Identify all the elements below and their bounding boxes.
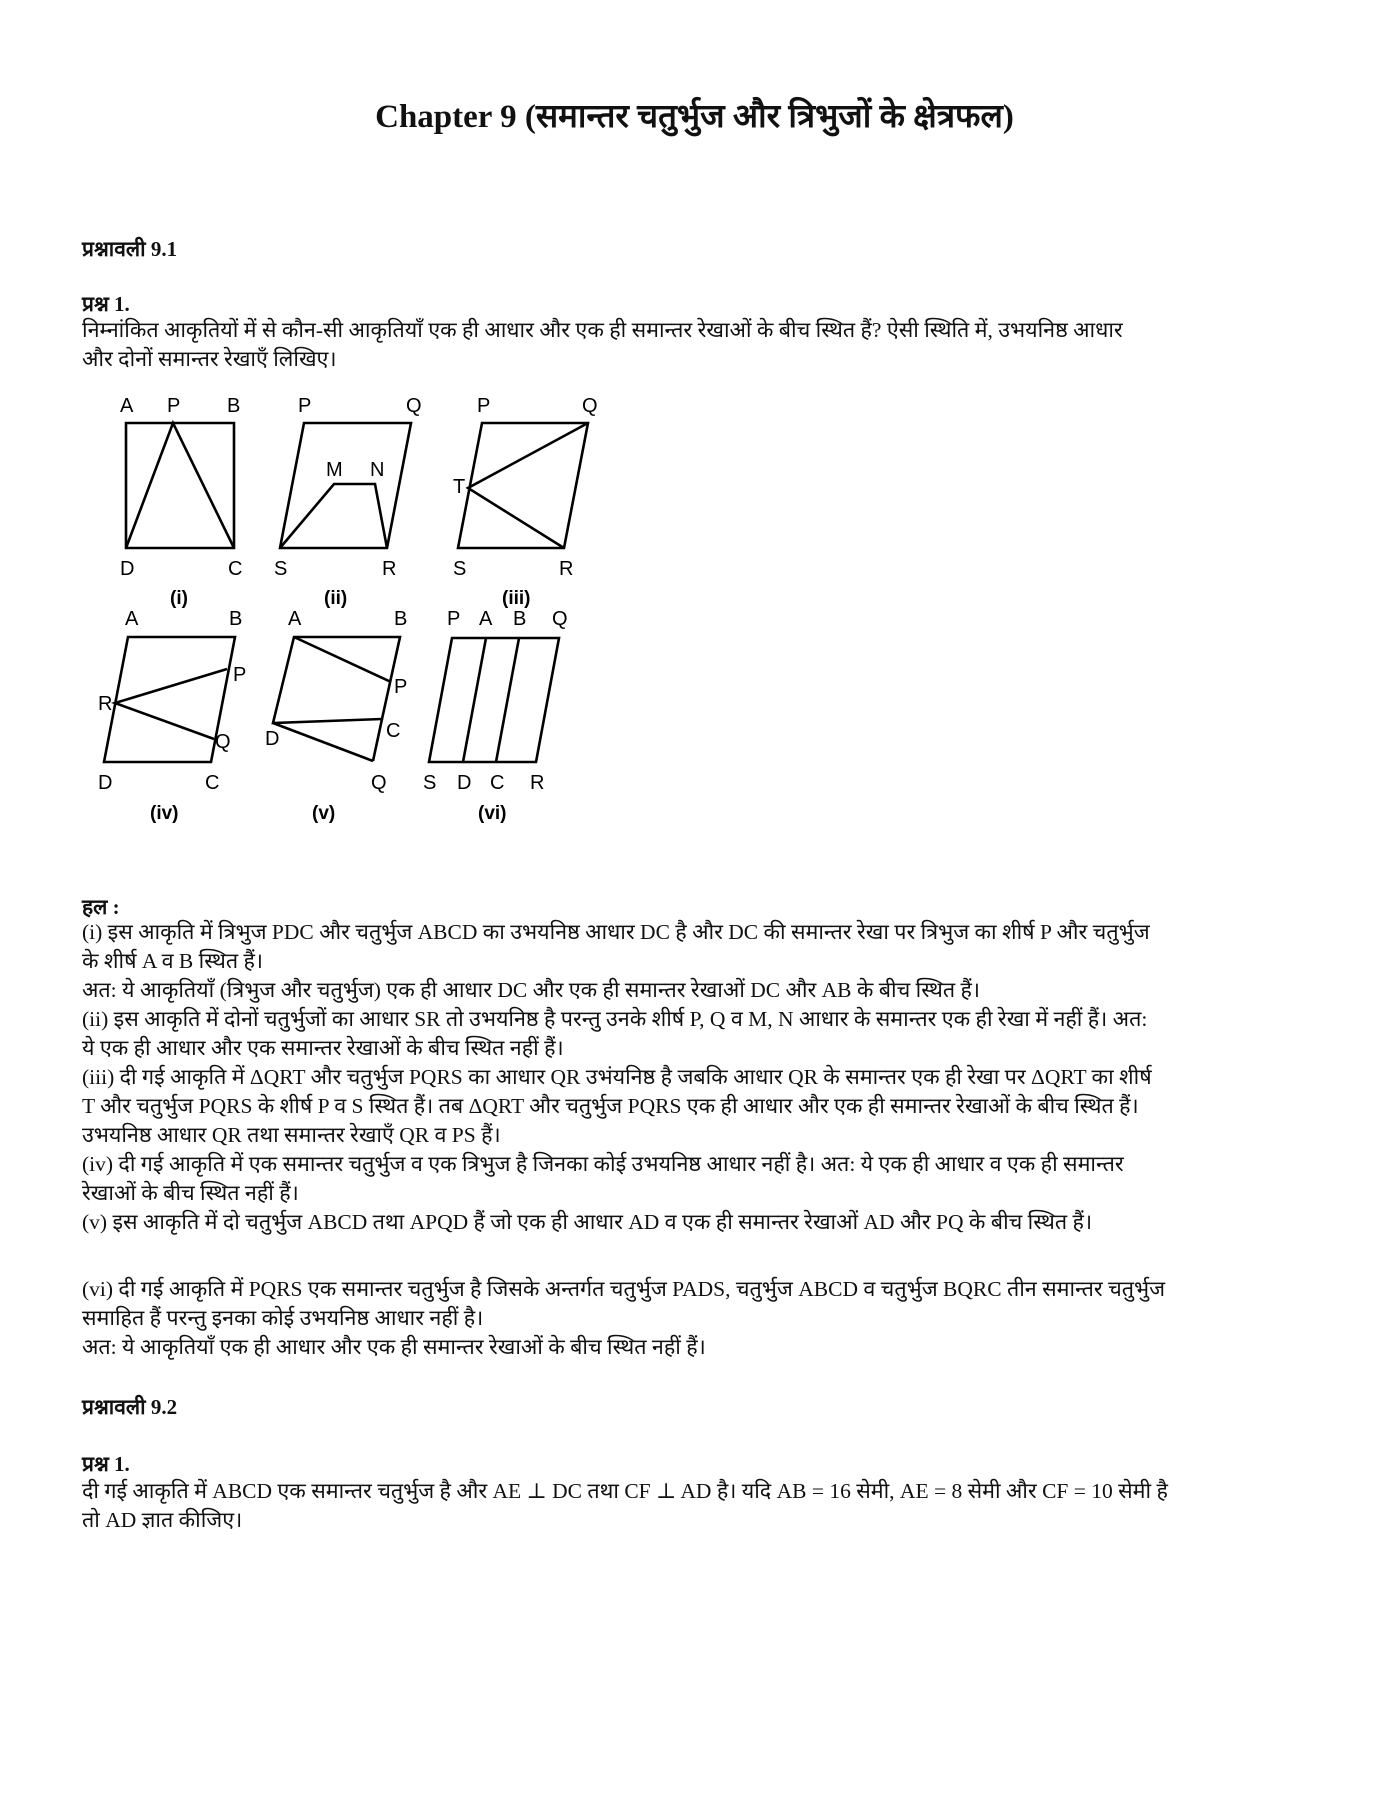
vertex-label: B	[227, 395, 241, 417]
vertex-label: P	[233, 664, 247, 686]
figure-v	[265, 608, 407, 824]
vertex-label: R	[98, 693, 113, 715]
vertex-label: R	[559, 558, 574, 580]
figure-vi	[423, 608, 568, 824]
vertex-label: D	[98, 772, 113, 794]
solution-line: (iii) दी गई आकृति में ΔQRT और चतुर्भुज PQRS का आधार QR उभंयनिष्ठ है जबकि आधार QR के समान्तर एक ही रेखा पर ΔQRT का शीर्ष	[82, 1065, 1152, 1089]
vertex-label: D	[457, 772, 472, 794]
solution-line: अत: ये आकृतियाँ एक ही आधार और एक ही समान्तर रेखाओं के बीच स्थित नहीं हैं।	[82, 1335, 706, 1359]
question-line: निम्नांकित आकृतियों में से कौन-सी आकृतियाँ एक ही आधार और एक ही समान्तर रेखाओं के बीच स्थित हैं? ऐसी स्थिति में, उभयनिष्ठ आधार	[82, 318, 1123, 342]
solution-line: रेखाओं के बीच स्थित नहीं हैं।	[82, 1181, 299, 1205]
solution-line: (iv) दी गई आकृति में एक समान्तर चतुर्भुज व एक त्रिभुज है जिनका कोई उभयनिष्ठ आधार नहीं है। अत: ये एक ही आधार व एक ही समान्तर	[82, 1152, 1124, 1176]
segment-ap	[294, 637, 391, 682]
vertex-label: S	[423, 772, 437, 794]
vertex-label: C	[205, 772, 220, 794]
figure-ii	[274, 395, 422, 609]
figures-svg	[90, 385, 940, 835]
segment-ad	[463, 638, 486, 762]
vertex-label: Q	[406, 395, 422, 417]
vertex-label: B	[513, 608, 527, 630]
solution-line: T और चतुर्भुज PQRS के शीर्ष P व S स्थित हैं। तब ΔQRT और चतुर्भुज PQRS एक ही आधार और एक ही समान्तर रेखाओं के बीच स्थित हैं।	[82, 1094, 1139, 1118]
solution-line: समाहित हैं परन्तु इनका कोई उभयनिष्ठ आधार नहीं है।	[82, 1306, 484, 1330]
question-9-2-text	[82, 1477, 1312, 1535]
vertex-label: C	[490, 772, 505, 794]
solution-vi-text	[82, 1275, 1312, 1362]
triangle-rpq	[115, 669, 227, 739]
vertex-label: A	[288, 608, 302, 630]
vertex-label: B	[229, 608, 243, 630]
solution-line: (v) इस आकृति में दो चतुर्भुज ABCD तथा APQD हैं जो एक ही आधार AD व एक ही समान्तर रेखाओं AD और PQ के बीच स्थित हैं।	[82, 1210, 1093, 1234]
parallelogram-pqrs	[280, 423, 411, 548]
question-line: दी गई आकृति में ABCD एक समान्तर चतुर्भुज है और AE ⊥ DC तथा CF ⊥ AD है। यदि AB = 16 सेमी, AE = 8 सेमी और CF = 10 सेमी है	[82, 1479, 1168, 1503]
figure-caption: (iii)	[502, 588, 531, 609]
question-1-text	[82, 316, 1312, 374]
parallelogram-pqrs	[458, 423, 588, 548]
segment-bc	[496, 638, 519, 762]
exercise-9-1-heading: प्रश्नावली 9.1	[82, 237, 178, 261]
rectangle-abcd	[126, 423, 234, 548]
vertex-label: Q	[552, 608, 568, 630]
vertex-label: Q	[215, 731, 231, 753]
vertex-label: Q	[371, 772, 387, 794]
solution-line: ये एक ही आधार और एक समान्तर रेखाओं के बीच स्थित नहीं हैं।	[82, 1036, 564, 1060]
vertex-label: A	[125, 608, 139, 630]
vertex-label: A	[479, 608, 493, 630]
vertex-label: P	[477, 395, 491, 417]
vertex-label: C	[228, 558, 243, 580]
figure-caption: (vi)	[478, 803, 507, 824]
quadrilateral-abcd	[273, 637, 400, 723]
vertex-label: P	[447, 608, 461, 630]
question-line: तो AD ज्ञात कीजिए।	[82, 1508, 243, 1532]
triangle-qrt	[468, 423, 588, 548]
solution-line: (i) इस आकृति में त्रिभुज PDC और चतुर्भुज ABCD का उभयनिष्ठ आधार DC है और DC की समान्तर रेखा पर त्रिभुज का शीर्ष P और चतुर्भुज	[82, 920, 1150, 944]
vertex-label: P	[298, 395, 312, 417]
vertex-label: R	[530, 772, 545, 794]
figure-iii	[453, 395, 598, 609]
vertex-label: C	[386, 720, 401, 742]
vertex-label: P	[394, 676, 408, 698]
vertex-label: D	[265, 728, 280, 750]
vertex-label: P	[167, 395, 181, 417]
figure-caption: (ii)	[324, 588, 348, 609]
vertex-label: Q	[582, 395, 598, 417]
solution-line: अत: ये आकृतियाँ (त्रिभुज और चतुर्भुज) एक ही आधार DC और एक ही समान्तर रेखाओं DC और AB के बीच स्थित हैं।	[82, 978, 981, 1002]
question-1-label-9-2: प्रश्न 1.	[82, 1452, 130, 1476]
vertex-label: B	[394, 608, 408, 630]
figure-caption: (v)	[312, 803, 336, 824]
vertex-label: T	[453, 476, 466, 498]
vertex-label: N	[370, 459, 385, 481]
trapezium-smnr	[280, 484, 387, 548]
vertex-label: D	[120, 558, 135, 580]
question-1-label: प्रश्न 1.	[82, 292, 130, 316]
figure-iv	[98, 608, 246, 824]
segment-dq	[273, 723, 373, 761]
figure-caption: (iv)	[150, 803, 179, 824]
figure-i	[120, 395, 242, 609]
vertex-label: S	[453, 558, 467, 580]
vertex-label: S	[274, 558, 288, 580]
triangle-pdc	[126, 423, 234, 548]
solution-line: (ii) इस आकृति में दोनों चतुर्भुजों का आधार SR तो उभयनिष्ठ है परन्तु उनके शीर्ष P, Q व M, N आधार के समान्तर एक ही रेखा में नहीं हैं। अत:	[82, 1007, 1148, 1031]
figure-caption: (i)	[170, 588, 188, 609]
vertex-label: R	[382, 558, 397, 580]
solution-line: उभयनिष्ठ आधार QR तथा समान्तर रेखाएँ QR व PS हैं।	[82, 1123, 501, 1147]
vertex-label: M	[326, 459, 343, 481]
question-line: और दोनों समान्तर रेखाएँ लिखिए।	[82, 347, 337, 371]
solution-line: के शीर्ष A व B स्थित हैं।	[82, 949, 264, 973]
figures-panel	[90, 385, 940, 835]
solution-text	[82, 918, 1312, 1237]
solution-line: (vi) दी गई आकृति में PQRS एक समान्तर चतुर्भुज है जिसके अन्तर्गत चतुर्भुज PADS, चतुर्भुज ABCD व चतुर्भुज BQRC तीन समान्तर चतुर्भुज	[82, 1277, 1166, 1301]
parallelogram-pqrs	[429, 638, 559, 762]
segment-cq	[373, 719, 382, 761]
exercise-9-2-heading: प्रश्नावली 9.2	[82, 1395, 178, 1419]
page-title: Chapter 9 (समान्तर चतुर्भुज और त्रिभुजों के क्षेत्रफल)	[375, 99, 1014, 135]
vertex-label: A	[120, 395, 134, 417]
solution-label: हल :	[82, 895, 120, 919]
